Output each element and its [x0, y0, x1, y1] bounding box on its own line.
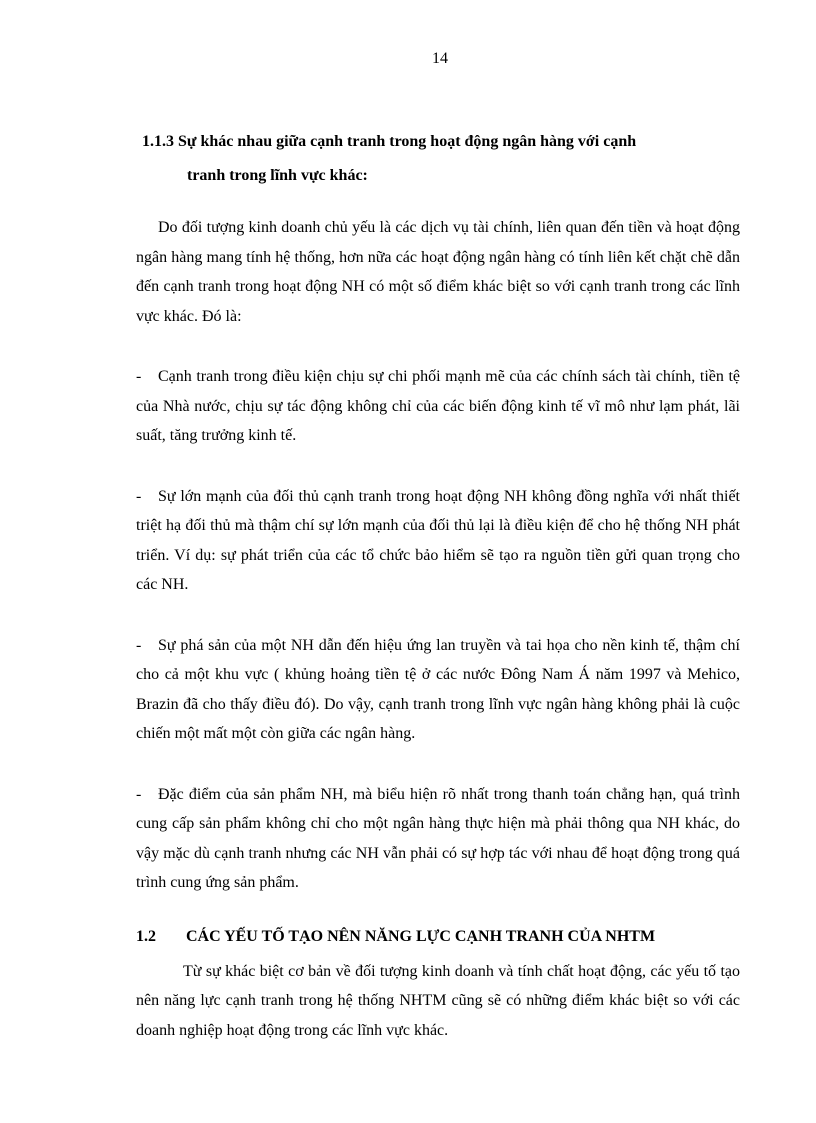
bullet-marker: - — [136, 368, 142, 385]
bullet-marker: - — [136, 487, 142, 505]
bullet-text: Sự phá sản của một NH dẫn đến hiệu ứng lan truyền và tai họa cho nền kinh tế, thậm chí cho cả một khu vực ( khủng hoảng tiền tệ ở các nước Đông Nam Á năm 1997 và Mehico, Brazin đã cho thấy điều đó). Do vậy, cạnh tranh trong lĩnh vực ngân hàng không phải là cuộc chiến một mất một còn giữa các ngân hàng. — [136, 636, 740, 742]
bullet-item — [136, 631, 740, 749]
page-content — [136, 125, 740, 1045]
bullet-text: Sự lớn mạnh của đối thủ cạnh tranh trong hoạt động NH không đồng nghĩa với nhất thiết triệt hạ đối thủ mà thậm chí sự lớn mạnh của đối thủ lại là điều kiện để cho hệ thống NH phát triển. Ví dụ: sự phát triển của các tổ chức bảo hiểm sẽ tạo ra nguồn tiền gửi quan trọng cho các NH. — [136, 487, 740, 593]
bullet-item — [136, 482, 740, 600]
section-number: 1.2 — [136, 927, 156, 945]
section-heading-1-1-3 — [136, 125, 740, 193]
heading-line-1: 1.1.3 Sự khác nhau giữa cạnh tranh trong hoạt động ngân hàng với cạnh — [142, 133, 637, 150]
section-title: CÁC YẾU TỐ TẠO NÊN NĂNG LỰC CẠNH TRANH CỦA NHTM — [186, 927, 656, 945]
bullet-text: Cạnh tranh trong điều kiện chịu sự chi phối mạnh mẽ của các chính sách tài chính, tiền tệ của Nhà nước, chịu sự tác động không chỉ của các biến động kinh tế vĩ mô như lạm phát, lãi suất, tăng trưởng kinh tế. — [136, 368, 740, 444]
bullet-marker: - — [136, 785, 142, 803]
intro-paragraph: Do đối tượng kinh doanh chủ yếu là các dịch vụ tài chính, liên quan đến tiền và hoạt động ngân hàng mang tính hệ thống, hơn nữa các hoạt động ngân hàng có tính liên kết chặt chẽ dẫn đến cạnh tranh trong hoạt động NH có một số điểm khác biệt so với cạnh tranh trong các lĩnh vực khác. Đó là: — [136, 219, 740, 325]
bullet-item — [136, 362, 740, 451]
heading-line-2: tranh trong lĩnh vực khác: — [187, 167, 368, 184]
section-1-2-paragraph: Từ sự khác biệt cơ bản về đối tượng kinh doanh và tính chất hoạt động, các yếu tố tạo nên năng lực cạnh tranh trong hệ thống NHTM cũng sẽ có những điểm khác biệt so với các doanh nghiệp hoạt động trong các lĩnh vực khác. — [136, 962, 740, 1039]
section-heading-1-2 — [136, 922, 740, 952]
bullet-marker: - — [136, 636, 142, 654]
bullet-text: Đặc điểm của sản phẩm NH, mà biểu hiện rõ nhất trong thanh toán chẳng hạn, quá trình cung cấp sản phẩm không chỉ cho một ngân hàng thực hiện mà phải thông qua NH khác, do vậy mặc dù cạnh tranh nhưng các NH vẫn phải có sự hợp tác với nhau để hoạt động trong quá trình cung ứng sản phẩm. — [136, 785, 740, 891]
bullet-item — [136, 780, 740, 898]
page-number: 14 — [432, 50, 448, 67]
